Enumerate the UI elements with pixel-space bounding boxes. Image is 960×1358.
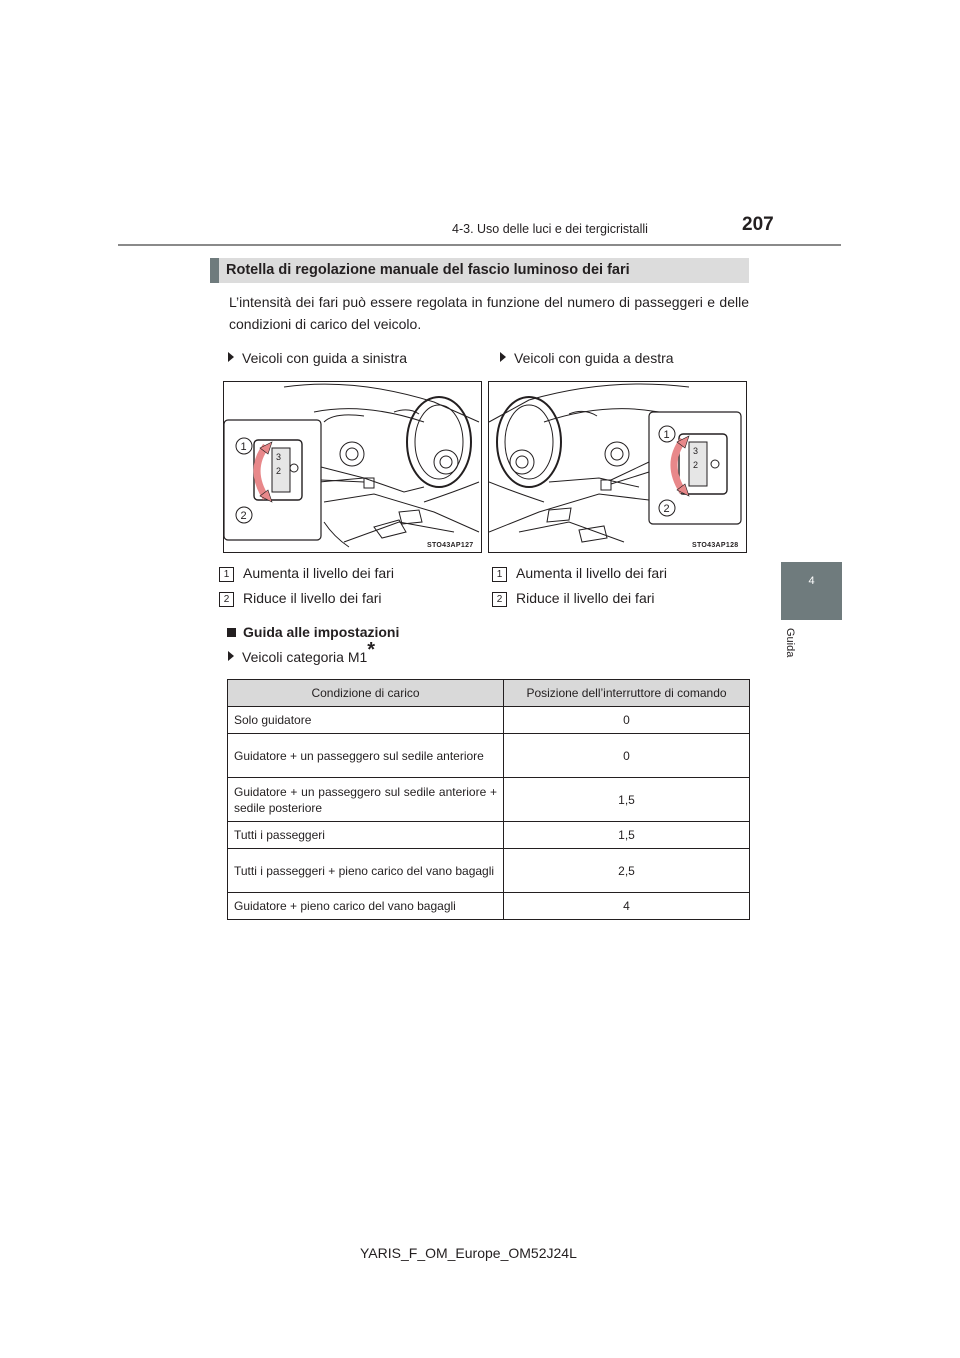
- figure-heading-rhd: [500, 350, 674, 366]
- svg-text:3: 3: [693, 446, 699, 456]
- label-text: Aumenta il livello dei fari: [243, 565, 394, 581]
- chapter-number: 4: [808, 575, 815, 587]
- header-rule: [118, 244, 841, 246]
- table-row: [228, 849, 750, 893]
- callout-number: 1: [219, 567, 234, 582]
- figure-code: STO43AP127: [427, 542, 474, 549]
- load-condition-cell: Guidatore + pieno carico del vano bagagli: [228, 893, 504, 920]
- table-row: [228, 778, 750, 822]
- dashboard-illustration-rhd: [489, 382, 746, 552]
- load-condition-cell: Guidatore + un passeggero sul sedile anteriore: [228, 734, 504, 778]
- svg-text:2: 2: [240, 510, 247, 522]
- load-condition-cell: Guidatore + un passeggero sul sedile anteriore + sedile posteriore: [228, 778, 504, 822]
- table-row: [228, 734, 750, 778]
- section-title: Rotella di regolazione manuale del fascio luminoso dei fari: [226, 262, 630, 278]
- vehicle-category-text: Veicoli categoria M1: [242, 649, 368, 665]
- square-bullet-icon: [227, 628, 236, 637]
- switch-position-cell: 4: [504, 893, 750, 920]
- switch-position-cell: 0: [504, 734, 750, 778]
- table-header-switch-position: Posizione dell’interruttore di comando: [504, 680, 750, 707]
- load-condition-cell: Tutti i passeggeri: [228, 822, 504, 849]
- callout-number: 2: [492, 592, 507, 607]
- section-intro: L’intensità dei fari può essere regolata in funzione del numero di passeggeri e delle condizioni di carico del veicolo.: [229, 294, 749, 332]
- switch-position-cell: 1,5: [504, 822, 750, 849]
- guide-title: [227, 624, 399, 640]
- label-lhd-2: [219, 590, 382, 607]
- footnote-mark: *: [367, 639, 376, 661]
- table-row: [228, 822, 750, 849]
- table-row: [228, 707, 750, 734]
- svg-text:2: 2: [276, 466, 282, 476]
- switch-position-cell: 0: [504, 707, 750, 734]
- figure-heading-text: Veicoli con guida a destra: [514, 350, 674, 366]
- svg-text:1: 1: [240, 441, 247, 453]
- triangle-bullet-icon: [228, 352, 234, 362]
- figure-code: STO43AP128: [692, 542, 739, 549]
- svg-text:2: 2: [693, 460, 699, 470]
- chapter-label: Guida: [784, 628, 796, 658]
- switch-position-cell: 1,5: [504, 778, 750, 822]
- load-condition-cell: Tutti i passeggeri + pieno carico del vano bagagli: [228, 849, 504, 893]
- callout-number: 2: [219, 592, 234, 607]
- chapter-label-container: [782, 628, 802, 668]
- label-rhd-2: [492, 590, 655, 607]
- figure-heading-lhd: [228, 350, 407, 366]
- document-code: YARIS_F_OM_Europe_OM52J24L: [360, 1245, 577, 1261]
- running-header: 4-3. Uso delle luci e dei tergicristalli: [452, 222, 648, 236]
- triangle-bullet-icon: [228, 651, 234, 661]
- chapter-tab: [781, 562, 842, 620]
- switch-position-cell: 2,5: [504, 849, 750, 893]
- load-condition-cell: Solo guidatore: [228, 707, 504, 734]
- label-text: Riduce il livello dei fari: [243, 590, 382, 606]
- svg-text:2: 2: [663, 503, 670, 515]
- guide-title-text: Guida alle impostazioni: [243, 624, 400, 640]
- svg-text:3: 3: [276, 452, 282, 462]
- vehicle-category: [228, 639, 376, 665]
- triangle-bullet-icon: [500, 352, 506, 362]
- table-row: [228, 893, 750, 920]
- figure-heading-text: Veicoli con guida a sinistra: [242, 350, 407, 366]
- table-header-load-condition: Condizione di carico: [228, 680, 504, 707]
- dashboard-illustration-lhd: [224, 382, 481, 552]
- callout-number: 1: [492, 567, 507, 582]
- svg-text:1: 1: [663, 429, 670, 441]
- figure-lhd: [223, 381, 482, 553]
- figure-rhd: [488, 381, 747, 553]
- page-number: 207: [742, 214, 774, 235]
- label-rhd-1: [492, 565, 667, 582]
- label-text: Riduce il livello dei fari: [516, 590, 655, 606]
- label-lhd-1: [219, 565, 394, 582]
- label-text: Aumenta il livello dei fari: [516, 565, 667, 581]
- load-settings-table: [227, 679, 750, 920]
- table-header-row: [228, 680, 750, 707]
